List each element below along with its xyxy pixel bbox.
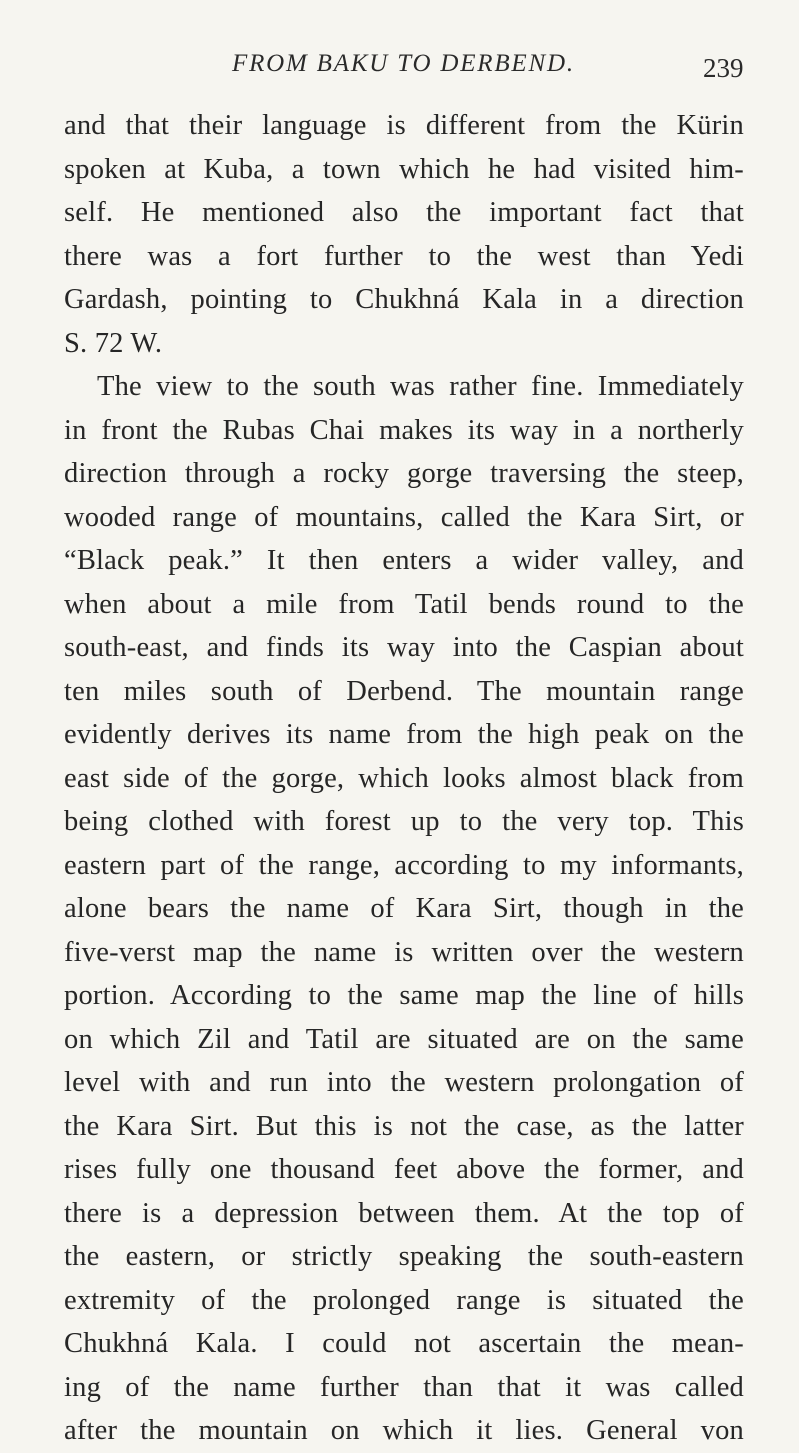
running-title: FROM BAKU TO DERBEND.: [232, 50, 575, 77]
text-line: when about a mile from Tatil bends round to the: [64, 588, 744, 620]
text-line: extremity of the prolonged range is situated the: [64, 1284, 744, 1316]
text-line: direction through a rocky gorge traversing the steep,: [64, 458, 744, 489]
text-line: east side of the gorge, which looks almost black from: [64, 762, 744, 794]
text-line: there was a fort further to the west than Yedi: [64, 240, 744, 272]
text-line: the eastern, or strictly speaking the south-eastern: [64, 1241, 744, 1272]
text-line: spoken at Kuba, a town which he had visited him-: [64, 153, 744, 185]
text-line: The view to the south was rather fine. Immediately: [97, 371, 744, 402]
text-line: five-verst map the name is written over the western: [64, 936, 744, 968]
text-line: portion. According to the same map the line of hills: [64, 980, 744, 1011]
text-line: being clothed with forest up to the very top. This: [64, 806, 744, 837]
text-line: after the mountain on which it lies. General von: [64, 1415, 744, 1446]
text-line: south-east, and finds its way into the Caspian about: [64, 632, 744, 663]
text-line: alone bears the name of Kara Sirt, though in the: [64, 893, 744, 924]
text-line: S. 72 W.: [64, 327, 163, 359]
text-line: rises fully one thousand feet above the former, and: [64, 1154, 744, 1185]
text-line: “Black peak.” It then enters a wider valley, and: [64, 545, 744, 576]
text-line: on which Zil and Tatil are situated are on the same: [64, 1023, 744, 1055]
text-line: ing of the name further than that it was called: [64, 1371, 744, 1403]
text-line: ten miles south of Derbend. The mountain range: [64, 675, 744, 707]
text-line: Chukhná Kala. I could not ascertain the mean-: [64, 1328, 744, 1359]
text-line: eastern part of the range, according to my informants,: [64, 849, 744, 881]
text-line: self. He mentioned also the important fact that: [64, 197, 744, 228]
text-line: and that their language is different from the Kürin: [64, 110, 744, 141]
text-line: wooded range of mountains, called the Kara Sirt, or: [64, 501, 744, 533]
text-line: level with and run into the western prolongation of: [64, 1067, 744, 1098]
text-line: Gardash, pointing to Chukhná Kala in a direction: [64, 284, 744, 315]
text-line: evidently derives its name from the high peak on the: [64, 719, 744, 750]
text-line: the Kara Sirt. But this is not the case, as the latter: [64, 1110, 744, 1142]
page-number: 239: [703, 53, 744, 83]
text-line: in front the Rubas Chai makes its way in a northerly: [64, 414, 744, 446]
text-line: there is a depression between them. At the top of: [64, 1197, 744, 1229]
body-text: [64, 104, 744, 1453]
